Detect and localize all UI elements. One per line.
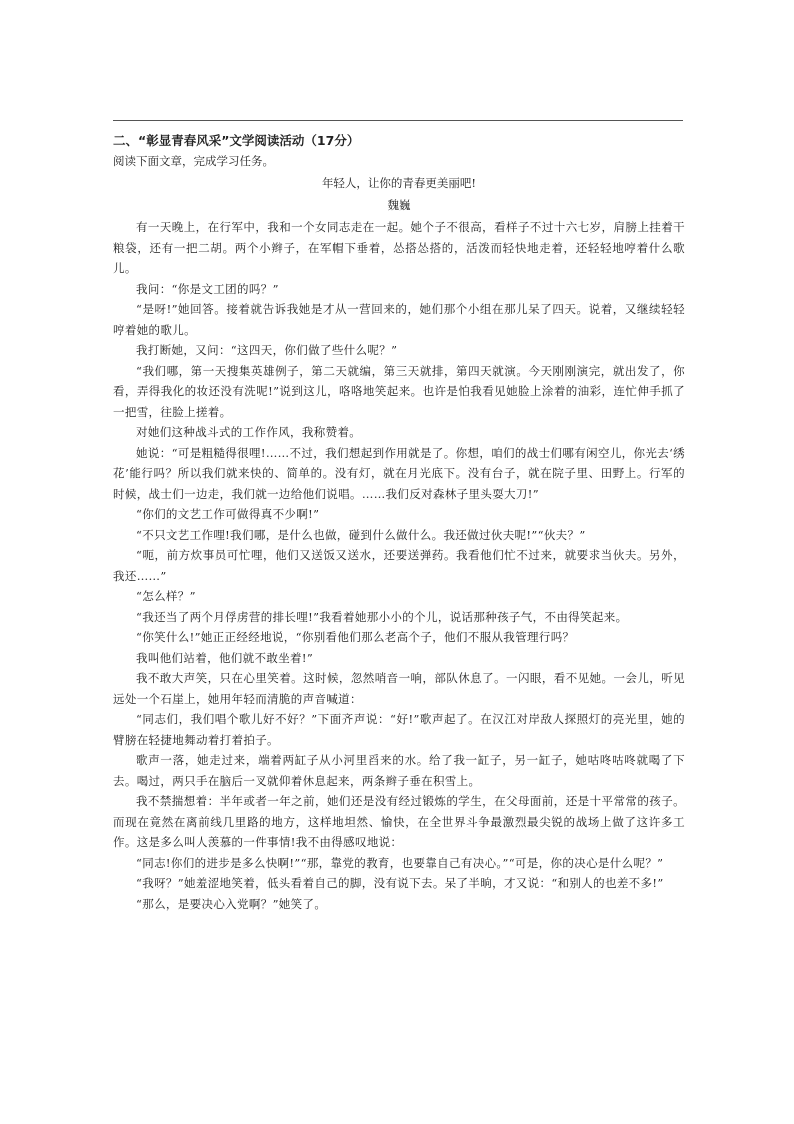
paragraph: “不只文艺工作哩!我们哪，是什么也做，碰到什么做什么。我还做过伙夫呢!”“伙夫？” — [136, 527, 586, 542]
paragraph: 我不禁揣想着：半年或者一年之前，她们还是没有经过锻炼的学生，在父母面前，还是十平常常的孩子。而现在竟然在离前线几里路的地方，这样地坦然、愉快，在全世界斗争最激烈最尖锐的战场上做了这许多工作。这是多么叫人羡慕的一件事情!我不由得感叹地说： — [113, 794, 685, 849]
paragraph: “是呀!”她回答。接着就告诉我她是才从一营回来的，她们那个小组在那儿呆了四天。说着，又继续轻轻哼着她的歌儿。 — [113, 302, 685, 337]
paragraph: 她说：“可是粗糙得很哩!……不过，我们想起到作用就是了。你想，咱们的战士们哪有闲空儿，你光去‘绣花’能行吗？所以我们就来快的、简单的。没有灯，就在月光底下。没有台子，就在院子里、田野上。行军的时候，战士们一边走，我们就一边给他们说唱。……我们反对森林子里头耍大刀!” — [113, 445, 685, 501]
article-title: 年轻人，让你的青春更美丽吧! — [321, 176, 477, 190]
paragraph: “同志!你们的进步是多么快啊!”“那，靠党的教育，也要靠自己有决心。”“可是，你的决心是什么呢？” — [136, 855, 664, 870]
paragraph: “我还当了两个月俘虏营的排长哩!”我看着她那小小的个儿，说话那种孩子气，不由得笑起来。 — [136, 609, 628, 624]
paragraph: 有一天晚上，在行军中，我和一个女同志走在一起。她个子不很高，看样子不过十六七岁，肩膀上挂着干粮袋，还有一把二胡。两个小辫子，在军帽下垂着，怂搭怂搭的，活泼而轻快地走着，还轻轻地哼着什么歌儿。 — [113, 220, 685, 275]
paragraph: “我们哪，第一天搜集英雄例子，第二天就编，第三天就排，第四天就演。今天刚刚演完，就出发了，你看，弄得我化的妆还没有洗呢!”说到这儿，咯咯地笑起来。也许是怕我看见她脸上涂着的油彩，连忙伸手抓了一把雪，往脸上搓着。 — [113, 363, 685, 419]
paragraph: 我叫他们站着，他们就不敢坐着!” — [136, 650, 314, 665]
header-rule — [113, 120, 683, 121]
paragraph: 歌声一落，她走过来，端着两缸子从小河里舀来的水。给了我一缸子，另一缸子，她咕咚咕咚就喝了下去。喝过，两只手在脑后一叉就仰着休息起来，两条辫子垂在积雪上。 — [113, 753, 685, 788]
paragraph: 对她们这种战斗式的工作作风，我称赞着。 — [136, 425, 362, 439]
paragraph: 我问：“你是文工团的吗？” — [136, 281, 279, 296]
paragraph: “你们的文艺工作可做得真不少啊!” — [136, 507, 320, 521]
paragraph: 我打断她，又问：“这四天，你们做了些什么呢？” — [136, 343, 398, 357]
paragraph: “同志们，我们唱个歌儿好不好？”下面齐声说：“好!”歌声起了。在汉江对岸敌人探照灯的亮光里，她的臂膀在轻捷地舞动着打着拍子。 — [113, 712, 685, 747]
section-heading: 二、“彰显青春风采”文学阅读活动（17分） — [113, 133, 360, 148]
instruction-text: 阅读下面文章，完成学习任务。 — [113, 154, 274, 168]
paragraph: “我呀？”她羞涩地笑着，低头看着自己的脚，没有说下去。呆了半晌，才又说：“和别人的也差不多!” — [136, 876, 664, 890]
article-text — [113, 217, 685, 914]
article-author: 魏巍 — [387, 198, 411, 212]
document-body — [113, 131, 685, 914]
paragraph: 我不敢大声笑，只在心里笑着。这时候，忽然哨音一响，部队休息了。一闪眼，看不见她。一会儿，听见远处一个石崖上，她用年轻而清脆的声音喊道： — [113, 671, 685, 706]
paragraph: “你笑什么!”她正正经经地说，“你别看他们那么老高个子，他们不服从我管理行吗？ — [136, 630, 575, 644]
paragraph: “呃，前方炊事员可忙哩，他们又送饭又送水，还要送弹药。我看他们忙不过来，就要求当伙夫。另外，我还……” — [113, 548, 685, 583]
paragraph: “怎么样？” — [136, 589, 196, 603]
paragraph: “那么，是要决心入党啊？”她笑了。 — [136, 896, 327, 911]
